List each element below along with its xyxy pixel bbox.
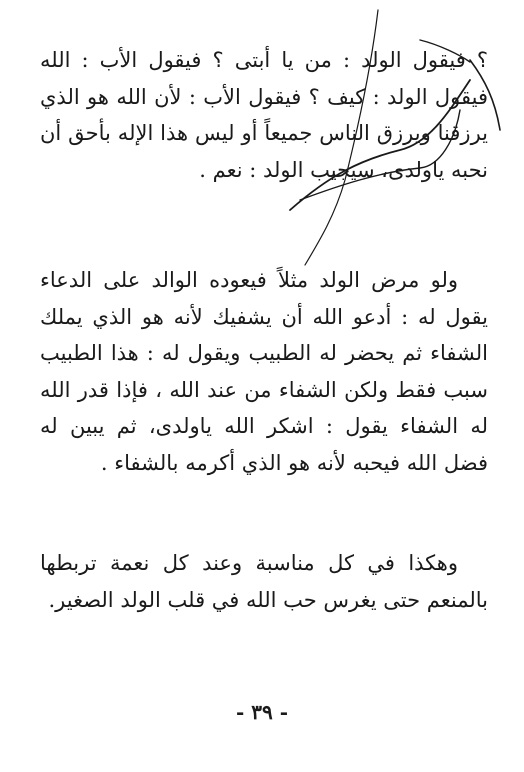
paragraph-illness-example: ولو مرض الولد مثلاً فيعوده الوالد على الدعاء يقول له : أدعو الله أن يشفيك لأنه هو الذي يملك الشفاء ثم يحضر له الطبيب ويقول له : هذا الطبيب سبب فقط ولكن الشفاء من عند الله ، فإذا قدر الله له الشفاء يقول : اشكر الله ياولدى، ثم يبين له فضل الله فيحبه لأنه هو الذي أكرمه بالشفاء . xyxy=(40,268,488,475)
paragraph-father-son-dialogue: ؟ فيقول الولد : من يا أبتى ؟ فيقول الأب : الله فيقول الولد : كيف ؟ فيقول الأب : لأن الله هو الذي يرزقنا ويرزق الناس جميعاً أو ليس هذا الإله بأحق أن نحبه ياولدى، سيجيب الولد : نعم . xyxy=(40,48,488,182)
page-number: - ٣٩ - xyxy=(235,700,288,724)
paragraph-conclusion: وهكذا في كل مناسبة وعند كل نعمة تربطها بالمنعم حتى يغرس حب الله في قلب الولد الصغير. xyxy=(40,551,488,612)
